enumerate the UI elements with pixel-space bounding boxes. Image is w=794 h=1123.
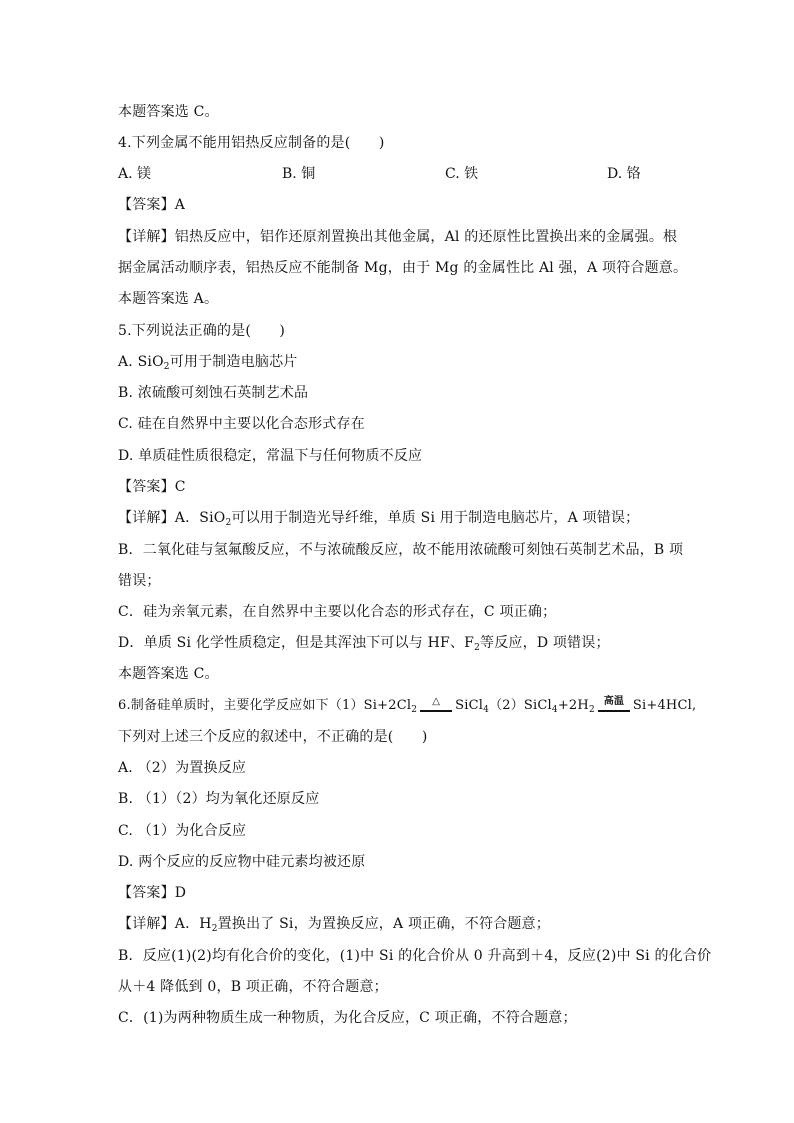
q5-detail-a <box>118 508 639 528</box>
q5-detail-c: C．硅为亲氧元素，在自然界中主要以化合态的形式存在，C 项正确； <box>118 604 557 620</box>
q3-answer-conclusion: 本题答案选 C。 <box>118 104 219 120</box>
q6-detail-a-text-rest: 置换出了 Si，为置换反应，A 项正确，不符合题意； <box>217 916 550 932</box>
q5-option-a-text: A. SiO <box>118 354 164 370</box>
q6-reaction-2: （2）SiCl <box>489 698 552 713</box>
q6-detail-b-line-2: 从＋4 降低到 0，B 项正确，不符合题意； <box>118 979 388 995</box>
q6-detail-a-text: 【详解】A．H <box>118 916 212 932</box>
q6-reactant-h2: +2H <box>557 698 589 713</box>
q6-stem-question: 下列对上述三个反应的叙述中，不正确的是( ) <box>118 729 428 745</box>
q6-detail-c: C．(1)为两种物质生成一种物质，为化合反应，C 项正确，不符合题意； <box>118 1010 577 1026</box>
subscript: 2 <box>411 705 418 715</box>
heating-condition-arrow <box>419 696 453 716</box>
q6-products-2: Si+4HCl, <box>632 698 697 713</box>
q6-option-d: D. 两个反应的反应物中硅元素均被还原 <box>118 854 366 870</box>
subscript: 2 <box>588 705 595 715</box>
q5-option-a-text-rest: 可用于制造电脑芯片 <box>169 354 298 370</box>
q5-detail-b-line-1: B．二氧化硅与氢氟酸反应，不与浓硫酸反应，故不能用浓硫酸可刻蚀石英制艺术品，B 项 <box>118 542 684 558</box>
q5-answer-conclusion: 本题答案选 C。 <box>118 666 219 682</box>
q5-option-a <box>118 352 298 372</box>
q5-option-c: C. 硅在自然界中主要以化合态形式存在 <box>118 416 365 432</box>
subscript: 4 <box>483 705 490 715</box>
q6-answer: 【答案】D <box>118 885 187 901</box>
subscript: 2 <box>474 643 481 653</box>
q6-option-b: B. （1）（2）均为氧化还原反应 <box>118 791 320 807</box>
q5-detail-a-text: 【详解】A．SiO <box>118 510 226 526</box>
q6-stem-equations <box>118 696 696 716</box>
q5-detail-a-text-rest: 可以用于制造光导纤维，单质 Si 用于制造电脑芯片，A 项错误； <box>231 510 640 526</box>
q5-stem: 5.下列说法正确的是( ) <box>118 323 286 339</box>
q5-answer: 【答案】C <box>118 479 186 495</box>
q4-answer: 【答案】A <box>118 197 186 213</box>
q6-product-1: SiCl <box>455 698 484 713</box>
q6-option-a: A. （2）为置换反应 <box>118 760 247 776</box>
q4-option-d: D. 铬 <box>607 166 641 182</box>
high-temperature-condition-arrow <box>597 696 631 716</box>
q6-detail-a <box>118 914 550 934</box>
q6-stem-text: 6.制备硅单质时，主要化学反应如下（1）Si+2Cl <box>118 698 412 713</box>
q4-option-a: A. 镁 <box>118 166 152 182</box>
q4-detail-line-1: 【详解】铝热反应中，铝作还原剂置换出其他金属，Al 的还原性比置换出来的金属强。根 <box>118 229 678 245</box>
q6-detail-b-line-1: B．反应(1)(2)均有化合价的变化，(1)中 Si 的化合价从 0 升高到＋4，反应(2)中 Si 的化合价 <box>118 948 712 964</box>
q4-option-b: B. 铜 <box>282 166 316 182</box>
subscript: 2 <box>163 362 170 372</box>
q4-stem: 4.下列金属不能用铝热反应制备的是( ) <box>118 135 385 151</box>
q5-detail-d-text-rest: 等反应，D 项错误； <box>480 635 610 651</box>
q4-answer-conclusion: 本题答案选 A。 <box>118 291 219 307</box>
high-temperature-label: 高温 <box>603 696 625 707</box>
q5-detail-d-text: D．单质 Si 化学性质稳定，但是其浑浊下可以与 HF、F <box>118 635 475 651</box>
q5-detail-d <box>118 633 610 653</box>
heat-symbol: △ <box>432 696 441 707</box>
q5-option-d: D. 单质硅性质很稳定，常温下与任何物质不反应 <box>118 448 423 464</box>
q4-option-c: C. 铁 <box>445 166 479 182</box>
q4-detail-line-2: 据金属活动顺序表，铝热反应不能制备 Mg，由于 Mg 的金属性比 Al 强，A 项符合题意。 <box>118 260 688 276</box>
q5-option-b: B. 浓硫酸可刻蚀石英制艺术品 <box>118 385 309 401</box>
subscript: 2 <box>225 518 232 528</box>
q6-option-c: C. （1）为化合反应 <box>118 823 247 839</box>
subscript: 2 <box>211 924 218 934</box>
q5-detail-b-line-2: 错误； <box>118 573 161 589</box>
subscript: 4 <box>551 705 558 715</box>
